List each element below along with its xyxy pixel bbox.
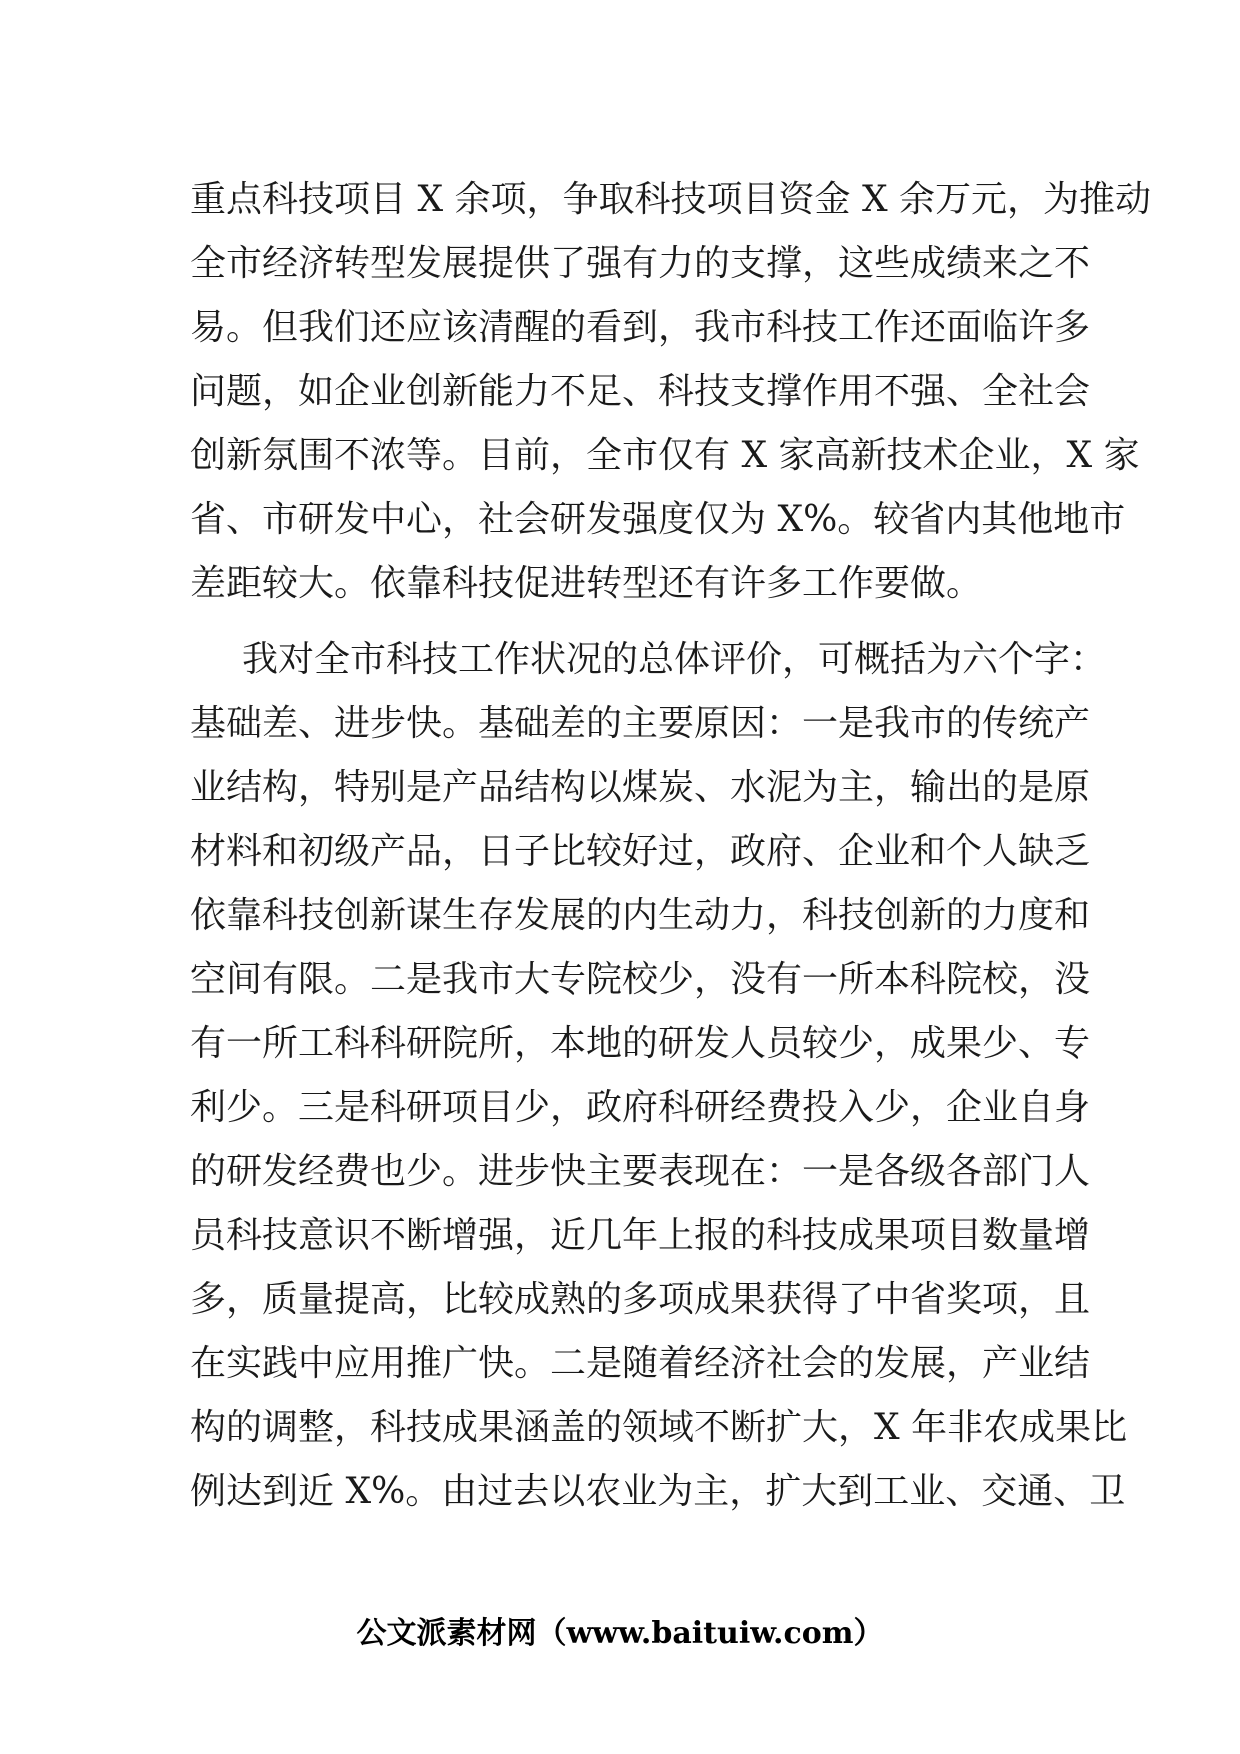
text-line: 基础差、进步快。基础差的主要原因：一是我市的传统产 [190,703,1091,744]
text-line: 在实践中应用推广快。二是随着经济社会的发展，产业结 [190,1343,1091,1384]
text-line: 我对全市科技工作状况的总体评价，可概括为六个字： [242,639,1107,680]
text-line: 例达到近 X%。由过去以农业为主，扩大到工业、交通、卫 [190,1471,1126,1512]
text-line: 业结构，特别是产品结构以煤炭、水泥为主，输出的是原 [190,767,1091,808]
text-line: 重点科技项目 X 余项，争取科技项目资金 X 余万元，为推动 [190,179,1152,220]
text-line: 依靠科技创新谋生存发展的内生动力，科技创新的力度和 [190,895,1091,936]
paragraph-1 [190,168,1152,616]
text-line: 创新氛围不浓等。目前，全市仅有 X 家高新技术企业，X 家 [190,435,1140,476]
text-line: 省、市研发中心，社会研发强度仅为 X%。较省内其他地市 [190,499,1126,540]
text-line: 易。但我们还应该清醒的看到，我市科技工作还面临许多 [190,307,1091,348]
text-line: 的研发经费也少。进步快主要表现在：一是各级各部门人 [190,1151,1091,1192]
text-line: 问题，如企业创新能力不足、科技支撑作用不强、全社会 [190,371,1091,412]
paragraph-spacer [190,616,1056,628]
text-line: 全市经济转型发展提供了强有力的支撑，这些成绩来之不 [190,243,1091,284]
text-line: 差距较大。依靠科技促进转型还有许多工作要做。 [190,563,983,604]
page-footer-source: 公文派素材网（www.baituiw.com） [356,1616,884,1651]
text-line [190,1524,1056,1588]
text-line: 有一所工科科研院所，本地的研发人员较少，成果少、专 [190,1023,1091,1064]
text-line: 构的调整，科技成果涵盖的领域不断扩大，X 年非农成果比 [190,1407,1128,1448]
paragraph-2 [190,628,1128,1588]
text-line: 利少。三是科研项目少，政府科研经费投入少，企业自身 [190,1087,1091,1128]
text-line: 员科技意识不断增强，近几年上报的科技成果项目数量增 [190,1215,1091,1256]
text-line: 材料和初级产品，日子比较好过，政府、企业和个人缺乏 [190,831,1091,872]
document-body [190,168,1152,1588]
text-line: 多，质量提高，比较成熟的多项成果获得了中省奖项，且 [190,1279,1091,1320]
text-line: 空间有限。二是我市大专院校少，没有一所本科院校，没 [190,959,1091,1000]
